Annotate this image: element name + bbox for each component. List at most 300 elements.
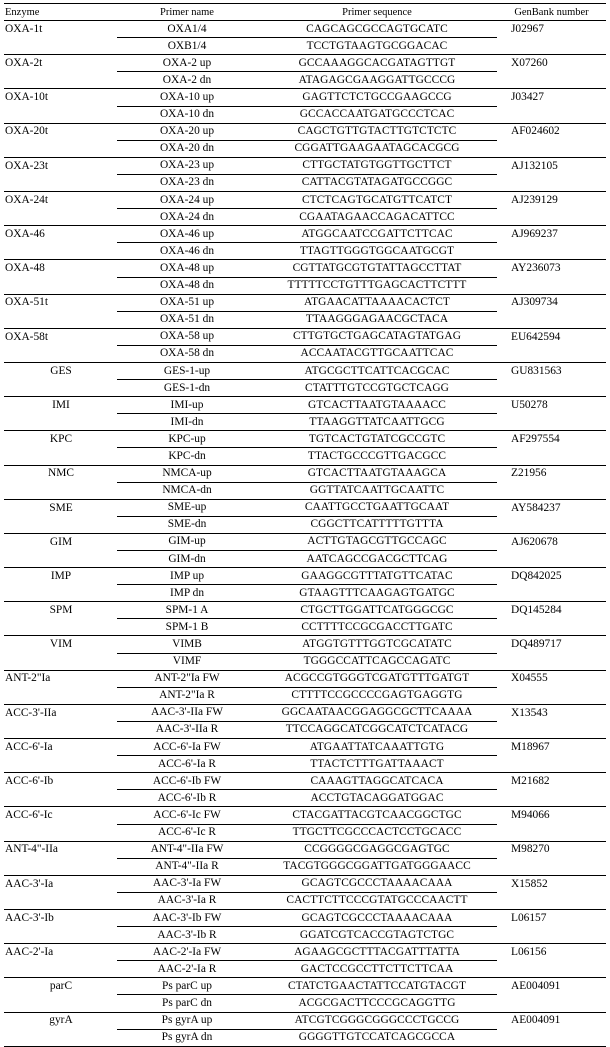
primer-sequence-cell: ACGCCGTGGGTCGATGTTTGATGT — [257, 670, 497, 687]
genbank-cell: X13543 — [511, 706, 548, 719]
enzyme-cell: OXA-2t — [5, 57, 43, 70]
enzyme-cell: gyrA — [49, 1014, 73, 1027]
primer-name-cell: ACC-6'-Ic R — [117, 824, 257, 841]
primer-name-cell: AAC-3'-Ib FW — [117, 909, 257, 926]
primer-name-cell: Ps parC dn — [117, 995, 257, 1012]
genbank-cell — [497, 585, 606, 602]
table-row — [4, 721, 606, 738]
primer-sequence-cell: CTATTTGTCCGTGCTCAGG — [257, 380, 497, 397]
genbank-cell — [497, 619, 606, 636]
genbank-cell: EU642594 — [511, 330, 561, 343]
primer-name-cell: OXA1/4 — [117, 21, 257, 38]
primer-sequence-cell: ACCAATACGTTGCAATTCAC — [257, 345, 497, 362]
primer-sequence-cell: TGGGCCATTCAGCCAGATC — [257, 653, 497, 670]
genbank-cell: X15852 — [511, 877, 548, 890]
enzyme-cell: AAC-3'-Ia — [5, 877, 54, 890]
enzyme-cell — [4, 380, 117, 397]
primer-sequence-cell: ATGAACATTAAAACACTCT — [257, 294, 497, 311]
enzyme-cell: OXA-1t — [5, 22, 43, 35]
primer-sequence-cell: CAAAGTTAGGCATCACA — [257, 773, 497, 790]
enzyme-cell: SPM — [49, 604, 73, 617]
enzyme-cell — [4, 858, 117, 875]
enzyme-cell — [4, 585, 117, 602]
table-row — [4, 978, 606, 995]
genbank-cell — [497, 995, 606, 1012]
primer-name-cell: VIMB — [117, 636, 257, 653]
primer-sequence-cell: TTAGTTGGGTGGCAATGCGT — [257, 243, 497, 260]
primer-name-cell: ANT-4"-IIa R — [117, 858, 257, 875]
primer-table — [4, 3, 606, 1047]
table-row — [4, 568, 606, 585]
primer-name-cell: AAC-3'-Ib R — [117, 927, 257, 944]
primer-sequence-cell: AGAAGCGCTTTACGATTTATTA — [257, 944, 497, 961]
table-row — [4, 89, 606, 106]
primer-name-cell: ANT-2"Ia FW — [117, 670, 257, 687]
primer-name-cell: OXA-46 dn — [117, 243, 257, 260]
table-row — [4, 448, 606, 465]
table-row — [4, 858, 606, 875]
genbank-cell — [497, 687, 606, 704]
enzyme-cell: OXA-20t — [5, 125, 49, 138]
table-row — [4, 892, 606, 909]
primer-sequence-cell: ATCGTCGGGCGGGCCCTGCCG — [257, 1012, 497, 1029]
enzyme-cell — [4, 72, 117, 89]
primer-sequence-cell: TTTTTCCTGTTTGAGCACTTCTTT — [257, 277, 497, 294]
genbank-cell — [497, 653, 606, 670]
genbank-cell: GU831563 — [511, 364, 562, 377]
enzyme-cell: GES — [50, 364, 72, 377]
primer-sequence-cell: GAGTTCTCTGCCGAAGCCG — [257, 89, 497, 106]
table-row — [4, 670, 606, 687]
genbank-cell: L06156 — [511, 945, 547, 958]
table-row — [4, 72, 606, 89]
primer-name-cell: AAC-2'-Ia R — [117, 961, 257, 978]
table-row — [4, 328, 606, 345]
primer-name-cell: GIM-dn — [117, 551, 257, 568]
primer-sequence-cell: GAAGGCGTTTATGTTCATAC — [257, 568, 497, 585]
enzyme-cell: ACC-6'-Ic — [5, 809, 53, 822]
table-row — [4, 380, 606, 397]
primer-sequence-cell: CGAATAGAACCAGACATTCC — [257, 209, 497, 226]
primer-sequence-cell: ACGCGACTTCCCGCAGGTTG — [257, 995, 497, 1012]
genbank-cell: AJ309734 — [511, 296, 558, 309]
genbank-cell: Z21956 — [511, 467, 547, 480]
genbank-cell — [497, 345, 606, 362]
primer-name-cell: Ps gyrA up — [117, 1012, 257, 1029]
table-row — [4, 397, 606, 414]
primer-name-cell: ACC-6'-Ia FW — [117, 739, 257, 756]
genbank-cell: AF024602 — [511, 125, 560, 138]
enzyme-cell — [4, 38, 117, 55]
table-row — [4, 653, 606, 670]
enzyme-cell — [4, 551, 117, 568]
primer-sequence-cell: CAGCTGTTGTACTTGTCTCTC — [257, 123, 497, 140]
enzyme-cell — [4, 1029, 117, 1046]
table-row — [4, 140, 606, 157]
enzyme-cell — [4, 414, 117, 431]
primer-sequence-cell: TTGCTTCGCCCACTCCTGCACC — [257, 824, 497, 841]
primer-name-cell: OXA-48 dn — [117, 277, 257, 294]
table-row — [4, 875, 606, 892]
primer-sequence-cell: TTAAGGGAGAACGCTACA — [257, 311, 497, 328]
primer-sequence-cell: CCTTTTCCGCGACCTTGATC — [257, 619, 497, 636]
header-enzyme: Enzyme — [4, 4, 117, 21]
primer-sequence-cell: TCCTGTAAGTGCGGACAC — [257, 38, 497, 55]
primer-name-cell: OXA-2 dn — [117, 72, 257, 89]
table-row — [4, 174, 606, 191]
genbank-cell: M18967 — [511, 740, 550, 753]
primer-sequence-cell: TGTCACTGTATCGCCGTC — [257, 431, 497, 448]
primer-sequence-cell: CGGCTTCATTTTTGTTTA — [257, 516, 497, 533]
primer-sequence-cell: CAGCAGCGCCAGTGCATC — [257, 21, 497, 38]
table-row — [4, 909, 606, 926]
primer-sequence-cell: CCGGGGCGAGGCGAGTGC — [257, 841, 497, 858]
primer-sequence-cell: TTAAGGTTATCAATTGCG — [257, 414, 497, 431]
primer-sequence-cell: CTTGTGCTGAGCATAGTATGAG — [257, 328, 497, 345]
primer-name-cell: NMCA-up — [117, 465, 257, 482]
enzyme-cell — [4, 790, 117, 807]
table-row — [4, 756, 606, 773]
header-row — [4, 4, 606, 21]
primer-name-cell: OXA-51 up — [117, 294, 257, 311]
genbank-cell — [497, 243, 606, 260]
table-row — [4, 38, 606, 55]
primer-name-cell: GES-1-up — [117, 362, 257, 379]
table-row — [4, 362, 606, 379]
primer-sequence-cell: CTACGATTACGTCAACGGCTGC — [257, 807, 497, 824]
primer-name-cell: ACC-6'-Ib FW — [117, 773, 257, 790]
primer-name-cell: OXA-51 dn — [117, 311, 257, 328]
primer-name-cell: SPM-1 B — [117, 619, 257, 636]
enzyme-cell — [4, 756, 117, 773]
genbank-cell — [497, 106, 606, 123]
genbank-cell — [497, 38, 606, 55]
enzyme-cell: parC — [49, 980, 73, 993]
primer-name-cell: GES-1-dn — [117, 380, 257, 397]
genbank-cell: AJ239129 — [511, 193, 558, 206]
primer-sequence-cell: GACTCCGCCTTCTTCTTCAA — [257, 961, 497, 978]
primer-sequence-cell: CATTACGTATAGATGCCGGC — [257, 174, 497, 191]
primer-sequence-cell: TTACTCTTTGATTAAACT — [257, 756, 497, 773]
primer-name-cell: OXA-48 up — [117, 260, 257, 277]
table-row — [4, 704, 606, 721]
primer-sequence-cell: CACTTCTTCCCGTATGCCCAACTT — [257, 892, 497, 909]
enzyme-cell: IMI — [52, 398, 70, 411]
primer-name-cell: OXA-10 dn — [117, 106, 257, 123]
table-row — [4, 260, 606, 277]
enzyme-cell — [4, 277, 117, 294]
enzyme-cell: AAC-2'-Ia — [5, 945, 54, 958]
primer-sequence-cell: GGTTATCAATTGCAATTC — [257, 482, 497, 499]
primer-sequence-cell: CTGCTTGGATTCATGGGCGC — [257, 602, 497, 619]
enzyme-cell — [4, 824, 117, 841]
genbank-cell — [497, 961, 606, 978]
genbank-cell: M98270 — [511, 843, 550, 856]
primer-name-cell: OXA-20 dn — [117, 140, 257, 157]
primer-name-cell: OXA-20 up — [117, 123, 257, 140]
genbank-cell — [497, 482, 606, 499]
primer-name-cell: KPC-up — [117, 431, 257, 448]
table-row — [4, 585, 606, 602]
primer-sequence-cell: GGATCGTCACCGTAGTCTGC — [257, 927, 497, 944]
primer-name-cell: AAC-3'-IIa R — [117, 721, 257, 738]
primer-sequence-cell: ACTTGTAGCGTTGCCAGC — [257, 533, 497, 550]
table-row — [4, 619, 606, 636]
table-row — [4, 636, 606, 653]
table-body — [4, 21, 606, 1047]
genbank-cell — [497, 380, 606, 397]
primer-name-cell: NMCA-dn — [117, 482, 257, 499]
primer-sequence-cell: CTATCTGAACTATTCCATGTACGT — [257, 978, 497, 995]
primer-sequence-cell: GGCAATAACGGAGGCGCTTCAAAA — [257, 704, 497, 721]
primer-name-cell: IMI-dn — [117, 414, 257, 431]
enzyme-cell — [4, 653, 117, 670]
enzyme-cell: OXA-10t — [5, 91, 49, 104]
primer-sequence-cell: CAATTGCCTGAATTGCAAT — [257, 499, 497, 516]
table-row — [4, 516, 606, 533]
enzyme-cell: OXA-46 — [5, 228, 45, 241]
table-row — [4, 243, 606, 260]
primer-sequence-cell: GCAGTCGCCCTAAAACAAA — [257, 875, 497, 892]
enzyme-cell — [4, 721, 117, 738]
table-row — [4, 311, 606, 328]
enzyme-cell — [4, 892, 117, 909]
enzyme-cell — [4, 995, 117, 1012]
table-row — [4, 551, 606, 568]
primer-name-cell: ACC-6'-Ic FW — [117, 807, 257, 824]
genbank-cell — [497, 414, 606, 431]
enzyme-cell: IMP — [50, 569, 72, 582]
primer-name-cell: AAC-3'-Ia FW — [117, 875, 257, 892]
genbank-cell: X07260 — [511, 57, 548, 70]
table-row — [4, 226, 606, 243]
table-row — [4, 192, 606, 209]
enzyme-cell: ANT-2"Ia — [5, 672, 51, 685]
genbank-cell: AJ969237 — [511, 228, 558, 241]
enzyme-cell: NMC — [48, 467, 74, 480]
primer-sequence-cell: AATCAGCCGACGCTTCAG — [257, 551, 497, 568]
header-genbank-number: GenBank number — [497, 4, 606, 21]
primer-name-cell: ACC-6'-Ib R — [117, 790, 257, 807]
header-primer-sequence: Primer sequence — [257, 4, 497, 21]
table-row — [4, 123, 606, 140]
primer-table-document — [4, 3, 606, 1047]
enzyme-cell: VIM — [49, 638, 73, 651]
primer-sequence-cell: GCCACCAATGATGCCCTCAC — [257, 106, 497, 123]
genbank-cell: M94066 — [511, 809, 550, 822]
primer-name-cell: VIMF — [117, 653, 257, 670]
primer-name-cell: SME-dn — [117, 516, 257, 533]
primer-name-cell: OXA-23 dn — [117, 174, 257, 191]
table-row — [4, 1012, 606, 1029]
enzyme-cell — [4, 961, 117, 978]
enzyme-cell — [4, 106, 117, 123]
enzyme-cell — [4, 345, 117, 362]
table-row — [4, 739, 606, 756]
genbank-cell: AJ132105 — [511, 159, 558, 172]
genbank-cell: M21682 — [511, 775, 550, 788]
primer-name-cell: AAC-2'-Ia FW — [117, 944, 257, 961]
table-row — [4, 1029, 606, 1046]
primer-sequence-cell: ATAGAGCGAAGGATTGCCCG — [257, 72, 497, 89]
primer-name-cell: OXA-24 up — [117, 192, 257, 209]
genbank-cell: DQ842025 — [511, 569, 562, 582]
genbank-cell — [497, 311, 606, 328]
table-row — [4, 995, 606, 1012]
primer-name-cell: OXA-58 up — [117, 328, 257, 345]
enzyme-cell — [4, 174, 117, 191]
table-row — [4, 414, 606, 431]
genbank-cell: J03427 — [511, 91, 544, 104]
primer-sequence-cell: CTCTCAGTGCATGTTCATCT — [257, 192, 497, 209]
primer-name-cell: SME-up — [117, 499, 257, 516]
primer-sequence-cell: TTCCAGGCATCGGCATCTCATACG — [257, 721, 497, 738]
table-row — [4, 345, 606, 362]
genbank-cell: AE004091 — [511, 1014, 561, 1027]
primer-sequence-cell: TTACTGCCCGTTGACGCC — [257, 448, 497, 465]
genbank-cell — [497, 858, 606, 875]
enzyme-cell: OXA-24t — [5, 193, 49, 206]
genbank-cell — [497, 756, 606, 773]
table-row — [4, 824, 606, 841]
enzyme-cell: ACC-6'-Ib — [5, 775, 54, 788]
primer-sequence-cell: CTTGCTATGTGGTTGCTTCT — [257, 157, 497, 174]
enzyme-cell: KPC — [49, 433, 73, 446]
genbank-cell: L06157 — [511, 911, 547, 924]
table-row — [4, 944, 606, 961]
genbank-cell — [497, 140, 606, 157]
primer-name-cell: ANT-4"-IIa FW — [117, 841, 257, 858]
table-row — [4, 294, 606, 311]
header-primer-name: Primer name — [117, 4, 257, 21]
table-row — [4, 482, 606, 499]
genbank-cell: AY584237 — [511, 501, 561, 514]
table-row — [4, 687, 606, 704]
primer-name-cell: OXA-10 up — [117, 89, 257, 106]
primer-name-cell: Ps parC up — [117, 978, 257, 995]
enzyme-cell — [4, 209, 117, 226]
genbank-cell — [497, 892, 606, 909]
enzyme-cell — [4, 140, 117, 157]
primer-sequence-cell: CGGATTGAAGAATAGCACGCG — [257, 140, 497, 157]
primer-name-cell: ANT-2"Ia R — [117, 687, 257, 704]
primer-name-cell: ACC-6'-Ia R — [117, 756, 257, 773]
table-row — [4, 157, 606, 174]
genbank-cell: J02967 — [511, 22, 544, 35]
enzyme-cell: SME — [49, 501, 73, 514]
table-row — [4, 277, 606, 294]
primer-name-cell: AAC-3'-Ia R — [117, 892, 257, 909]
table-row — [4, 807, 606, 824]
primer-sequence-cell: CTTTTCCGCCCCGAGTGAGGTG — [257, 687, 497, 704]
genbank-cell: AY236073 — [511, 262, 561, 275]
table-row — [4, 465, 606, 482]
genbank-cell — [497, 1029, 606, 1046]
genbank-cell — [497, 790, 606, 807]
enzyme-cell — [4, 311, 117, 328]
genbank-cell: DQ489717 — [511, 638, 562, 651]
genbank-cell — [497, 824, 606, 841]
table-row — [4, 21, 606, 38]
primer-sequence-cell: GTCACTTAATGTAAAACC — [257, 397, 497, 414]
enzyme-cell — [4, 516, 117, 533]
genbank-cell: DQ145284 — [511, 604, 562, 617]
genbank-cell: X04555 — [511, 672, 548, 685]
enzyme-cell: OXA-48 — [5, 262, 45, 275]
primer-name-cell: IMP dn — [117, 585, 257, 602]
genbank-cell — [497, 516, 606, 533]
table-row — [4, 602, 606, 619]
genbank-cell — [497, 721, 606, 738]
enzyme-cell — [4, 687, 117, 704]
primer-sequence-cell: GCAGTCGCCCTAAAACAAA — [257, 909, 497, 926]
primer-sequence-cell: ATGGCAATCCGATTCTTCAC — [257, 226, 497, 243]
genbank-cell: AE004091 — [511, 980, 561, 993]
table-row — [4, 499, 606, 516]
enzyme-cell: ACC-3'-IIa — [5, 706, 57, 719]
primer-name-cell: OXB1/4 — [117, 38, 257, 55]
genbank-cell: U50278 — [511, 398, 548, 411]
primer-sequence-cell: ATGGTGTTTGGTCGCATATC — [257, 636, 497, 653]
table-row — [4, 431, 606, 448]
table-row — [4, 55, 606, 72]
enzyme-cell: GIM — [49, 535, 73, 548]
genbank-cell: AJ620678 — [511, 535, 558, 548]
primer-sequence-cell: GGGGTTGTCCATCAGCGCCA — [257, 1029, 497, 1046]
primer-name-cell: IMI-up — [117, 397, 257, 414]
primer-sequence-cell: ATGCGCTTCATTCACGCAC — [257, 362, 497, 379]
primer-sequence-cell: GCCAAAGGCACGATAGTTGT — [257, 55, 497, 72]
enzyme-cell — [4, 927, 117, 944]
primer-name-cell: Ps gyrA dn — [117, 1029, 257, 1046]
primer-sequence-cell: GTAAGTTTCAAGAGTGATGC — [257, 585, 497, 602]
primer-sequence-cell: GTCACTTAATGTAAAGCA — [257, 465, 497, 482]
primer-name-cell: AAC-3'-IIa FW — [117, 704, 257, 721]
genbank-cell: AF297554 — [511, 433, 560, 446]
table-row — [4, 106, 606, 123]
primer-name-cell: GIM-up — [117, 533, 257, 550]
enzyme-cell — [4, 482, 117, 499]
enzyme-cell: ACC-6'-Ia — [5, 740, 53, 753]
primer-sequence-cell: ATGAATTATCAAATTGTG — [257, 739, 497, 756]
primer-name-cell: KPC-dn — [117, 448, 257, 465]
primer-sequence-cell: CGTTATGCGTGTATTAGCCTTAT — [257, 260, 497, 277]
table-row — [4, 533, 606, 550]
table-row — [4, 773, 606, 790]
genbank-cell — [497, 277, 606, 294]
enzyme-cell — [4, 448, 117, 465]
table-row — [4, 841, 606, 858]
primer-name-cell: OXA-23 up — [117, 157, 257, 174]
genbank-cell — [497, 448, 606, 465]
enzyme-cell — [4, 243, 117, 260]
primer-name-cell: OXA-58 dn — [117, 345, 257, 362]
genbank-cell — [497, 209, 606, 226]
enzyme-cell: OXA-58t — [5, 330, 49, 343]
table-row — [4, 961, 606, 978]
primer-sequence-cell: TACGTGGGCGGATTGATGGGAACC — [257, 858, 497, 875]
primer-sequence-cell: ACCTGTACAGGATGGAC — [257, 790, 497, 807]
enzyme-cell: OXA-23t — [5, 159, 49, 172]
primer-name-cell: IMP up — [117, 568, 257, 585]
enzyme-cell — [4, 619, 117, 636]
genbank-cell — [497, 174, 606, 191]
primer-name-cell: OXA-46 up — [117, 226, 257, 243]
primer-name-cell: OXA-2 up — [117, 55, 257, 72]
genbank-cell — [497, 551, 606, 568]
enzyme-cell: AAC-3'-Ib — [5, 911, 54, 924]
primer-name-cell: OXA-24 dn — [117, 209, 257, 226]
